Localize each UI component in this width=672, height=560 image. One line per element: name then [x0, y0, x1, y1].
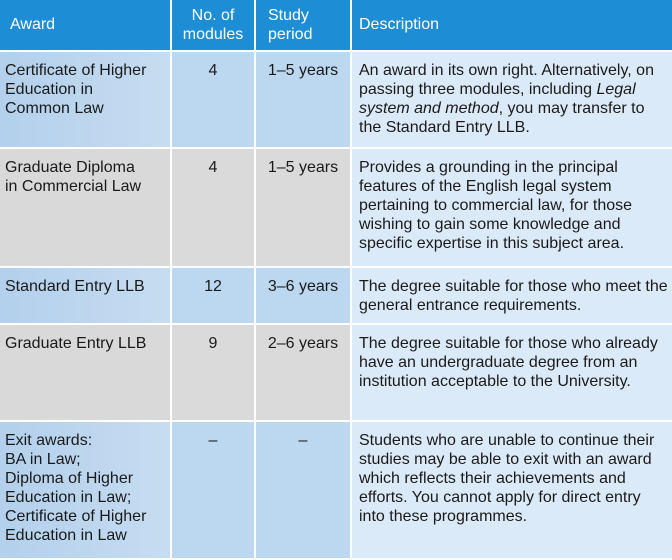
period-cell: 2–6 years	[254, 325, 350, 422]
description-cell: Provides a grounding in the principal features of the English legal system pertaining to commercial law, for those wishing to gain some knowledge and specific expertise in this subject area.	[350, 149, 672, 268]
award-cell	[0, 149, 170, 268]
award-line: Graduate Entry LLB	[5, 335, 147, 352]
period-cell: 3–6 years	[254, 268, 350, 325]
award-line: Diploma of Higher	[5, 470, 134, 487]
table-row-certificate	[0, 52, 672, 149]
table-row-graduate-entry	[0, 325, 672, 422]
period-cell: –	[254, 422, 350, 560]
header-period	[254, 0, 350, 52]
table-row-exit-awards	[0, 422, 672, 560]
description-cell	[350, 52, 672, 149]
award-line: Common Law	[5, 100, 104, 117]
award-cell	[0, 422, 170, 560]
table-row-standard-entry	[0, 268, 672, 325]
header-award: Award	[0, 0, 170, 52]
award-line: Education in Law	[5, 527, 127, 544]
award-cell	[0, 52, 170, 149]
award-line: BA in Law;	[5, 451, 81, 468]
description-text: , you may transfer to the Standard Entry LLB.	[359, 100, 645, 136]
modules-cell: 4	[170, 149, 254, 268]
award-cell	[0, 325, 170, 422]
award-line: Certificate of Higher	[5, 62, 147, 79]
table-row-graduate-diploma	[0, 149, 672, 268]
header-modules-line1: No. of	[191, 7, 235, 24]
award-line: Standard Entry LLB	[5, 278, 145, 295]
header-row	[0, 0, 672, 52]
description-italic: Legal system and method	[359, 81, 636, 117]
description-cell: The degree suitable for those who already have an undergraduate degree from an institution acceptable to the University.	[350, 325, 672, 422]
header-modules-line2: modules	[182, 26, 244, 43]
header-period-line2: period	[268, 26, 313, 43]
award-line: Education in Law;	[5, 489, 132, 506]
header-period-line1: Study	[268, 7, 309, 24]
period-cell: 1–5 years	[254, 149, 350, 268]
award-line: Exit awards:	[5, 432, 93, 449]
description-text: An award in its own right. Alternatively, on passing three modules, including	[359, 62, 654, 98]
award-line: Education in	[5, 81, 94, 98]
header-description: Description	[350, 0, 672, 52]
period-cell: 1–5 years	[254, 52, 350, 149]
header-modules	[170, 0, 254, 52]
award-line: in Commercial Law	[5, 178, 142, 195]
award-cell	[0, 268, 170, 325]
modules-cell: 4	[170, 52, 254, 149]
modules-cell: 12	[170, 268, 254, 325]
award-line: Certificate of Higher	[5, 508, 147, 525]
modules-cell: –	[170, 422, 254, 560]
modules-cell: 9	[170, 325, 254, 422]
description-cell: Students who are unable to continue their studies may be able to exit with an award which reflects their achievements and efforts. You cannot apply for direct entry into these programmes.	[350, 422, 672, 560]
award-line: Graduate Diploma	[5, 159, 135, 176]
description-cell: The degree suitable for those who meet the general entrance requirements.	[350, 268, 672, 325]
